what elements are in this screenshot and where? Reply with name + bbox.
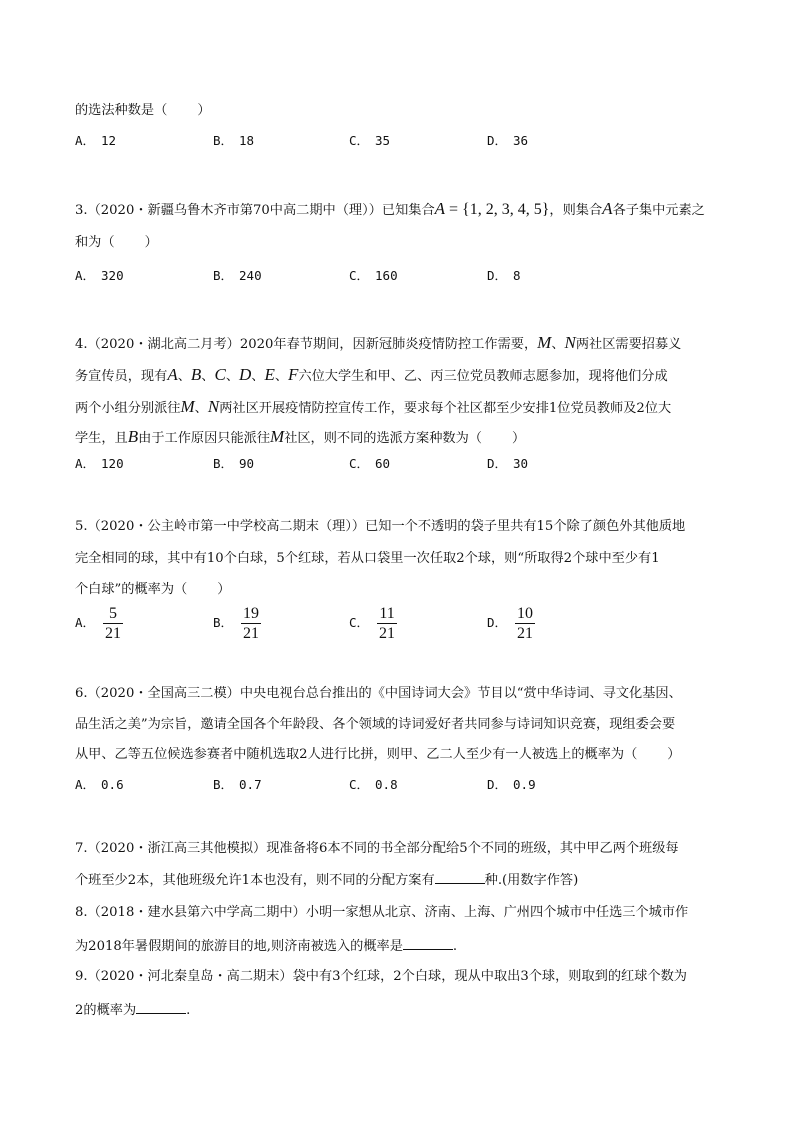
q7-stem-line1 <box>75 842 679 855</box>
q4-student-f: F <box>288 365 299 384</box>
q6-option-b[interactable] <box>213 779 262 792</box>
option-value: 8 <box>513 268 521 283</box>
q9-stem-line2 <box>75 1002 190 1017</box>
q4-student-e: E <box>264 365 275 384</box>
option-label: B． <box>213 133 234 148</box>
q8-stem-line1 <box>75 906 688 919</box>
option-label: D． <box>487 615 508 631</box>
q4-stem-line3 <box>75 398 671 415</box>
option-value: 12 <box>101 133 117 148</box>
q3-set-expression: = {1, 2, 3, 4, 5} <box>445 201 550 218</box>
q7-text: 个班至少2本，其他班级允许1本也没有，则不同的分配方案有 <box>75 873 435 888</box>
q2-option-a[interactable] <box>75 135 116 148</box>
q9-text: 2的概率为 <box>75 1003 137 1018</box>
q2-stem-text: 的选法种数是（ <box>75 103 168 118</box>
option-label: A． <box>75 777 96 792</box>
option-label: A． <box>75 456 96 471</box>
fraction <box>377 605 397 642</box>
fraction-denominator: 21 <box>379 625 396 642</box>
option-label: C． <box>349 777 370 792</box>
q3-set-symbol: A <box>602 199 613 218</box>
q2-option-b[interactable] <box>213 135 254 148</box>
q9-text: . <box>186 1003 191 1018</box>
q5-stem-line1 <box>75 520 685 533</box>
option-value: 0.6 <box>101 777 124 792</box>
fraction-denominator: 21 <box>105 625 122 642</box>
q4-option-a[interactable] <box>75 458 124 471</box>
q6-option-a[interactable] <box>75 779 124 792</box>
option-value: 90 <box>239 456 255 471</box>
q8-answer-blank[interactable] <box>403 938 453 950</box>
q4-paren-close: ） <box>512 431 526 446</box>
q4-student-c: C <box>214 365 226 384</box>
q4-student-a: A <box>167 365 178 384</box>
q3-set-symbol: A <box>434 199 446 218</box>
q2-stem-tail <box>75 104 211 117</box>
q5-option-b[interactable] <box>213 605 261 642</box>
option-label: D． <box>487 456 508 471</box>
q7-stem-line2 <box>75 872 578 887</box>
q8-text: 为2018年暑假期间的旅游目的地,则济南被选入的概率是 <box>75 939 403 954</box>
option-value: 30 <box>513 456 529 471</box>
q6-option-d[interactable] <box>487 779 536 792</box>
q3-option-a[interactable] <box>75 270 124 283</box>
q4-text: 两个小组分别派往 <box>75 401 181 416</box>
option-value: 120 <box>101 456 124 471</box>
q6-option-c[interactable] <box>349 779 398 792</box>
option-value: 160 <box>375 268 398 283</box>
q3-text: 和为（ <box>75 235 115 250</box>
q2-option-d[interactable] <box>487 135 528 148</box>
q4-community-m: M <box>537 333 552 352</box>
q7-text: 7.（2020・浙江高三其他模拟）现准备将6本不同的书全部分配给5个不同的班级，其中甲乙两个班级每 <box>75 841 679 856</box>
option-label: A． <box>75 133 96 148</box>
q8-text: 8.（2018・建水县第六中学高二期中）小明一家想从北京、济南、上海、广州四个城市中任选三个城市作 <box>75 905 689 920</box>
q4-community-n: N <box>564 333 576 352</box>
q4-stem-line1 <box>75 334 681 351</box>
option-label: C． <box>349 615 370 631</box>
q3-option-d[interactable] <box>487 270 521 283</box>
option-value: 320 <box>101 268 124 283</box>
q8-text: . <box>452 939 458 954</box>
q2-paren-close: ） <box>197 103 211 118</box>
option-value: 60 <box>375 456 391 471</box>
option-label: C． <box>349 456 370 471</box>
separator: 、 <box>274 369 289 384</box>
q3-options <box>75 270 715 290</box>
option-value: 0.8 <box>375 777 398 792</box>
q4-text: 务宣传员，现有 <box>75 369 168 384</box>
q3-stem-line2 <box>75 236 158 249</box>
q3-stem-line1 <box>75 200 705 218</box>
option-label: B． <box>213 615 234 631</box>
q4-student-b: B <box>190 365 202 384</box>
fraction <box>515 605 535 642</box>
q5-paren-close: ） <box>217 582 231 597</box>
q4-text: 社区，则不同的选派方案种数为（ <box>284 431 482 446</box>
q5-option-d[interactable] <box>487 605 535 642</box>
q6-stem-line3 <box>75 748 680 761</box>
separator: 、 <box>177 369 191 384</box>
q5-options <box>75 605 715 645</box>
q5-stem-line3 <box>75 583 230 596</box>
separator: 、 <box>225 369 239 384</box>
q4-text: 两社区开展疫情防控宣传工作，要求每个社区都至少安排1位党员教师及2位大 <box>219 401 672 416</box>
q7-answer-blank[interactable] <box>435 872 485 884</box>
fraction-numerator: 10 <box>517 605 534 622</box>
q3-option-b[interactable] <box>213 270 262 283</box>
option-value: 240 <box>239 268 262 283</box>
separator: 、 <box>251 369 265 384</box>
option-label: D． <box>487 268 508 283</box>
q4-text: 学生，且 <box>75 431 128 446</box>
q3-text: ，则集合 <box>549 203 603 218</box>
q4-text: 、 <box>551 337 565 352</box>
q5-text: 个白球”的概率为（ <box>75 582 188 597</box>
q4-community-m: M <box>180 397 195 416</box>
q5-option-a[interactable] <box>75 605 123 642</box>
q4-option-c[interactable] <box>349 458 390 471</box>
q6-stem-line1 <box>75 687 682 700</box>
q2-option-c[interactable] <box>349 135 390 148</box>
q5-text: 5.（2020・公主岭市第一中学校高二期末（理））已知一个不透明的袋子里共有15个除了颜色外其他质地 <box>75 519 686 534</box>
q4-text: 4.（2020・湖北高二月考）2020年春节期间，因新冠肺炎疫情防控工作需要， <box>75 337 538 352</box>
fraction-numerator: 5 <box>103 605 123 624</box>
q3-paren-close: ） <box>144 235 158 250</box>
option-value: 18 <box>239 133 255 148</box>
q4-text: 两社区需要招募义 <box>575 337 682 352</box>
q9-answer-blank[interactable] <box>136 1002 186 1014</box>
option-label: B． <box>213 456 234 471</box>
q6-stem-line2 <box>75 718 675 731</box>
option-value: 35 <box>375 133 391 148</box>
option-value: 0.9 <box>513 777 536 792</box>
option-label: B． <box>213 268 234 283</box>
q4-student-d: D <box>239 365 252 384</box>
q4-stem-line2 <box>75 366 668 383</box>
q7-text: 种.(用数字作答) <box>484 873 579 888</box>
q6-paren-close: ） <box>667 747 681 762</box>
q9-stem-line1 <box>75 970 687 983</box>
option-label: A． <box>75 615 96 631</box>
q5-stem-line2 <box>75 552 660 565</box>
q4-option-b[interactable] <box>213 458 254 471</box>
q3-option-c[interactable] <box>349 270 398 283</box>
separator: 、 <box>201 369 215 384</box>
q4-text: 、 <box>194 401 208 416</box>
q6-text: 从甲、乙等五位候选参赛者中随机选取2人进行比拼，则甲、乙二人至少有一人被选上的概率为（ <box>75 747 638 762</box>
q2-options <box>75 135 715 155</box>
q4-community-n: N <box>207 397 220 416</box>
q4-option-d[interactable] <box>487 458 528 471</box>
fraction-numerator: 19 <box>243 605 260 622</box>
q6-text: 品生活之美”为宗旨，邀请全国各个年龄段、各个领域的诗词爱好者共同参与诗词知识竞赛，现组委会要 <box>75 717 676 732</box>
option-value: 0.7 <box>239 777 262 792</box>
q3-text: 3.（2020・新疆乌鲁木齐市第70中高二期中（理））已知集合 <box>75 203 435 218</box>
option-label: B． <box>213 777 234 792</box>
option-label: D． <box>487 133 508 148</box>
fraction <box>241 605 261 642</box>
q3-text: 各子集中元素之 <box>612 203 705 218</box>
q4-options <box>75 458 715 478</box>
fraction-denominator: 21 <box>517 625 534 642</box>
q4-student-b: B <box>127 427 139 446</box>
q4-text: 由于工作原因只能派往 <box>138 431 271 446</box>
fraction-denominator: 21 <box>243 625 260 642</box>
q4-community-m: M <box>270 427 285 446</box>
q4-stem-line4 <box>75 428 525 445</box>
option-label: A． <box>75 268 96 283</box>
option-label: C． <box>349 268 370 283</box>
fraction-numerator: 11 <box>377 605 397 624</box>
q5-text: 完全相同的球，其中有10个白球，5个红球，若从口袋里一次任取2个球，则“所取得2个球中至少有1 <box>75 551 660 566</box>
q8-stem-line2 <box>75 938 457 953</box>
q6-options <box>75 779 715 799</box>
q4-text: 六位大学生和甲、乙、丙三位党员教师志愿参加，现将他们分成 <box>298 369 668 384</box>
option-value: 36 <box>513 133 529 148</box>
option-label: C． <box>349 133 370 148</box>
fraction <box>103 605 123 642</box>
q6-text: 6.（2020・全国高三二模）中央电视台总台推出的《中国诗词大会》节目以“赏中华诗词、寻文化基因、 <box>75 686 682 701</box>
q9-text: 9.（2020・河北秦皇岛・高二期末）袋中有3个红球，2个白球，现从中取出3个球，则取到的红球个数为 <box>75 969 687 984</box>
q5-option-c[interactable] <box>349 605 397 642</box>
option-label: D． <box>487 777 508 792</box>
